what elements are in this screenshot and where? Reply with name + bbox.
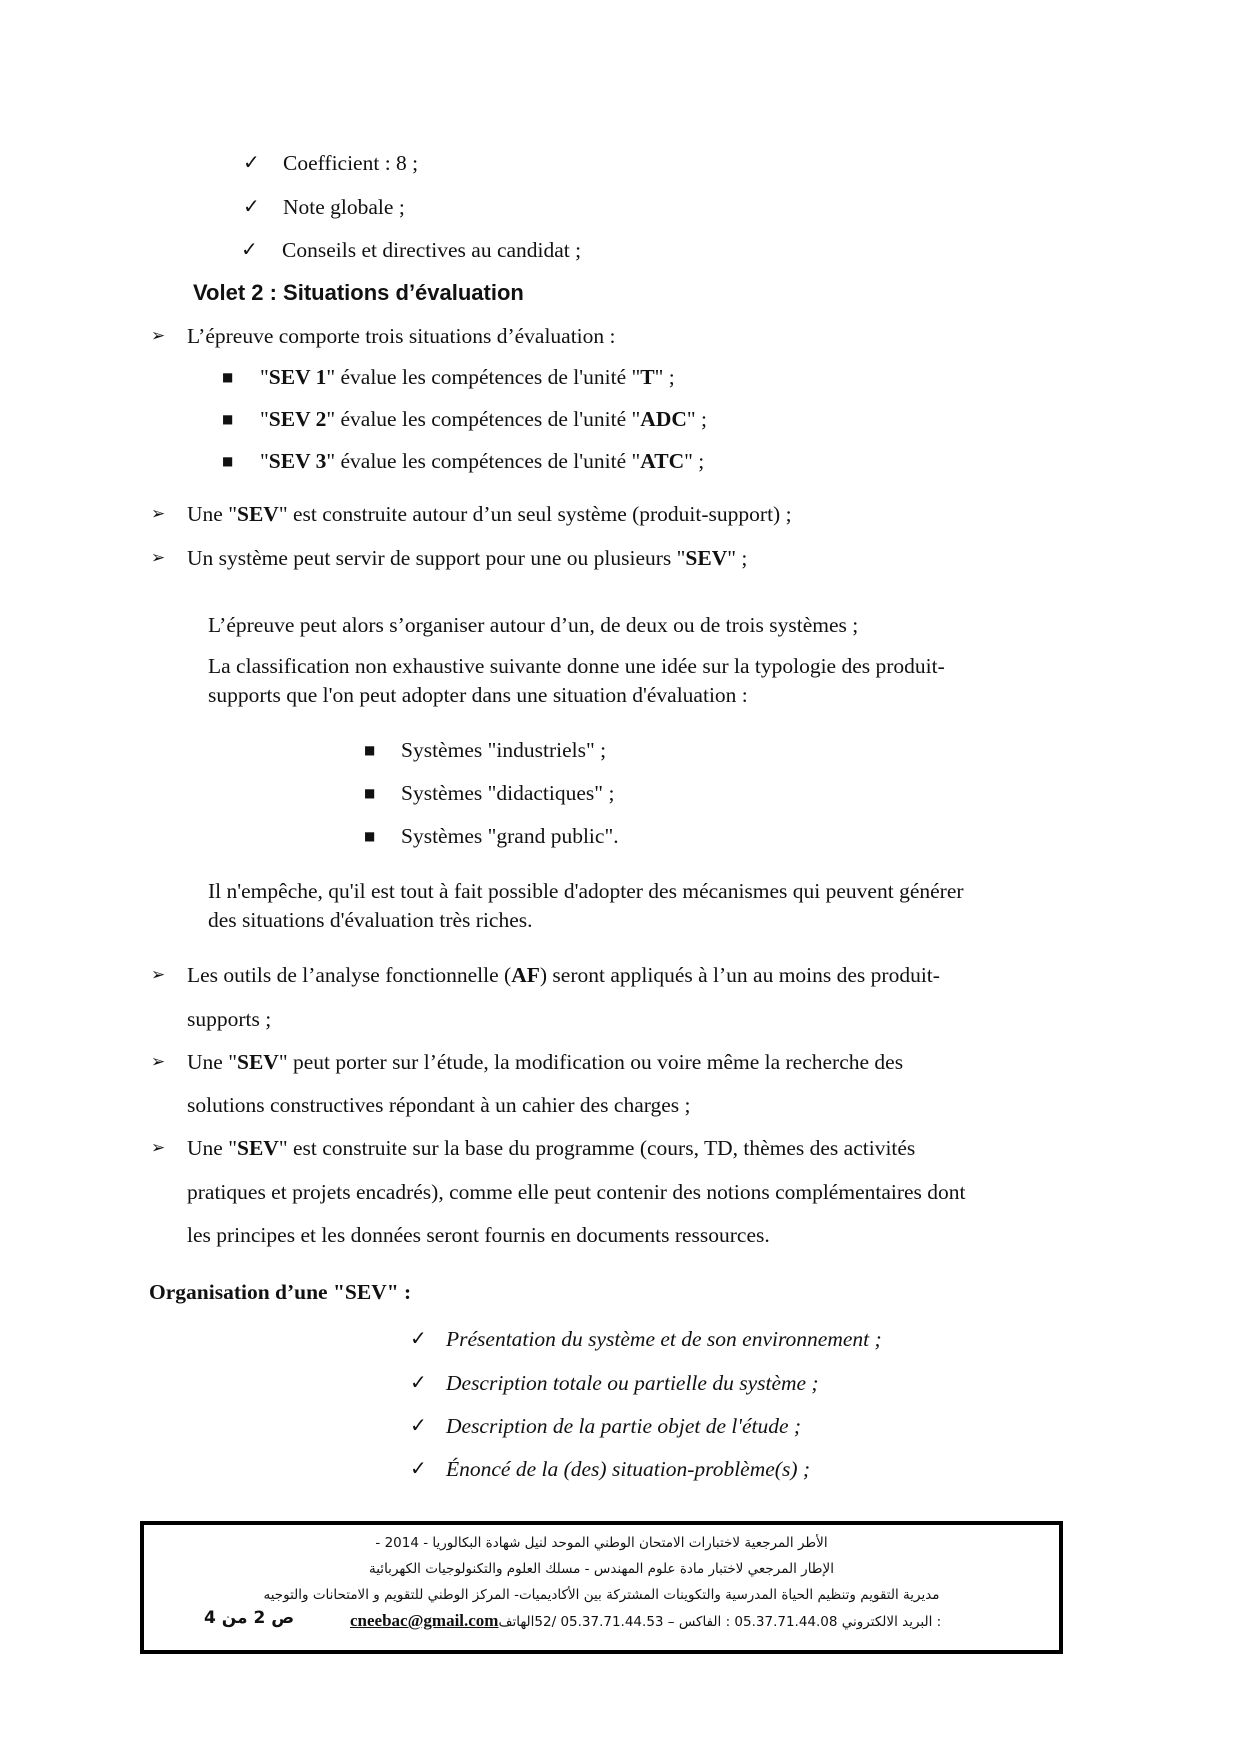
arrow-bullet-icon: ➢ (151, 504, 166, 524)
square-bullet-icon: ■ (364, 829, 376, 843)
bullet-support: Un système peut servir de support pour une ou plusieurs "SEV" ; (187, 546, 748, 570)
list-item: Description totale ou partielle du système ; (446, 1371, 819, 1395)
paragraph: Il n'empêche, qu'il est tout à fait possible d'adopter des mécanismes qui peuvent générer (208, 879, 964, 903)
square-bullet-icon: ■ (222, 454, 234, 468)
check-icon: ✓ (410, 1326, 427, 1350)
arrow-bullet-icon: ➢ (151, 548, 166, 568)
arrow-bullet-icon: ➢ (151, 965, 166, 985)
bullet-construction: Une "SEV" est construite autour d’un seul système (produit-support) ; (187, 502, 792, 526)
paragraph: supports que l'on peut adopter dans une situation d'évaluation : (208, 683, 748, 707)
list-item: "SEV 1" évalue les compétences de l'unité "T" ; (260, 365, 675, 389)
bullet-af-continued: supports ; (187, 1007, 272, 1031)
footer-contact (350, 1611, 946, 1632)
organisation-title: Organisation d’une "SEV" : (149, 1280, 412, 1304)
epreuve-intro: L’épreuve comporte trois situations d’évaluation : (187, 324, 616, 348)
paragraph: La classification non exhaustive suivante donne une idée sur la typologie des produit- (208, 654, 945, 678)
list-item: "SEV 2" évalue les compétences de l'unité "ADC" ; (260, 407, 708, 431)
check-icon: ✓ (410, 1413, 427, 1437)
bullet-program: Une "SEV" est construite sur la base du programme (cours, TD, thèmes des activités (187, 1136, 916, 1160)
paragraph: L’épreuve peut alors s’organiser autour d’un, de deux ou de trois systèmes ; (208, 613, 859, 637)
list-item: Coefficient : 8 ; (283, 151, 419, 175)
list-item: Systèmes "grand public". (401, 824, 619, 848)
list-item: Note globale ; (283, 195, 405, 219)
check-icon: ✓ (241, 237, 258, 261)
page-footer (140, 1521, 1063, 1654)
section-title: Volet 2 : Situations d’évaluation (193, 280, 524, 305)
check-icon: ✓ (243, 194, 260, 218)
bullet-study: Une "SEV" peut porter sur l’étude, la modification ou voire même la recherche des (187, 1050, 904, 1074)
list-item: Systèmes "industriels" ; (401, 738, 607, 762)
bullet-af: Les outils de l’analyse fonctionnelle (AF) seront appliqués à l’un au moins des produit- (187, 963, 940, 987)
list-item: Conseils et directives au candidat ; (282, 238, 582, 262)
paragraph: des situations d'évaluation très riches. (208, 908, 533, 932)
check-icon: ✓ (243, 150, 260, 174)
footer-title: الأطر المرجعية لاختبارات الامتحان الوطني الموحد لنيل شهادة البكالوريا - 2014 - (375, 1535, 828, 1551)
bullet-program-continued: les principes et les données seront fournis en documents ressources. (187, 1223, 770, 1247)
list-item: Description de la partie objet de l'étude ; (446, 1414, 802, 1438)
list-item: Énoncé de la (des) situation-problème(s) ; (446, 1457, 811, 1481)
check-icon: ✓ (410, 1370, 427, 1394)
arrow-bullet-icon: ➢ (151, 1138, 166, 1158)
footer-subtitle: الإطار المرجعي لاختبار مادة علوم المهندس - مسلك العلوم والتكنولوجيات الكهربائية (369, 1561, 834, 1577)
list-item: "SEV 3" évalue les compétences de l'unité "ATC" ; (260, 449, 705, 473)
bullet-program-continued: pratiques et projets encadrés), comme elle peut contenir des notions complémentaires dont (187, 1180, 966, 1204)
email-link[interactable]: cneebac@gmail.com (350, 1611, 499, 1630)
check-icon: ✓ (410, 1456, 427, 1480)
square-bullet-icon: ■ (222, 412, 234, 426)
square-bullet-icon: ■ (364, 786, 376, 800)
square-bullet-icon: ■ (222, 370, 234, 384)
contact-numbers: : البريد الالكتروني 05.37.71.44.08 : الفاكس – 05.37.71.44.53 /52الهاتف (498, 1614, 946, 1630)
bullet-study-continued: solutions constructives répondant à un cahier des charges ; (187, 1093, 691, 1117)
square-bullet-icon: ■ (364, 743, 376, 757)
arrow-bullet-icon: ➢ (151, 326, 166, 346)
list-item: Présentation du système et de son environnement ; (446, 1327, 882, 1351)
arrow-bullet-icon: ➢ (151, 1052, 166, 1072)
footer-institution: مديرية التقويم وتنظيم الحياة المدرسية والتكوينات المشتركة بين الأكاديميات- المركز الوطني للتقويم و الامتحانات والتوجيه (263, 1587, 940, 1603)
page-number: ص 2 من 4 (204, 1608, 295, 1628)
list-item: Systèmes "didactiques" ; (401, 781, 615, 805)
